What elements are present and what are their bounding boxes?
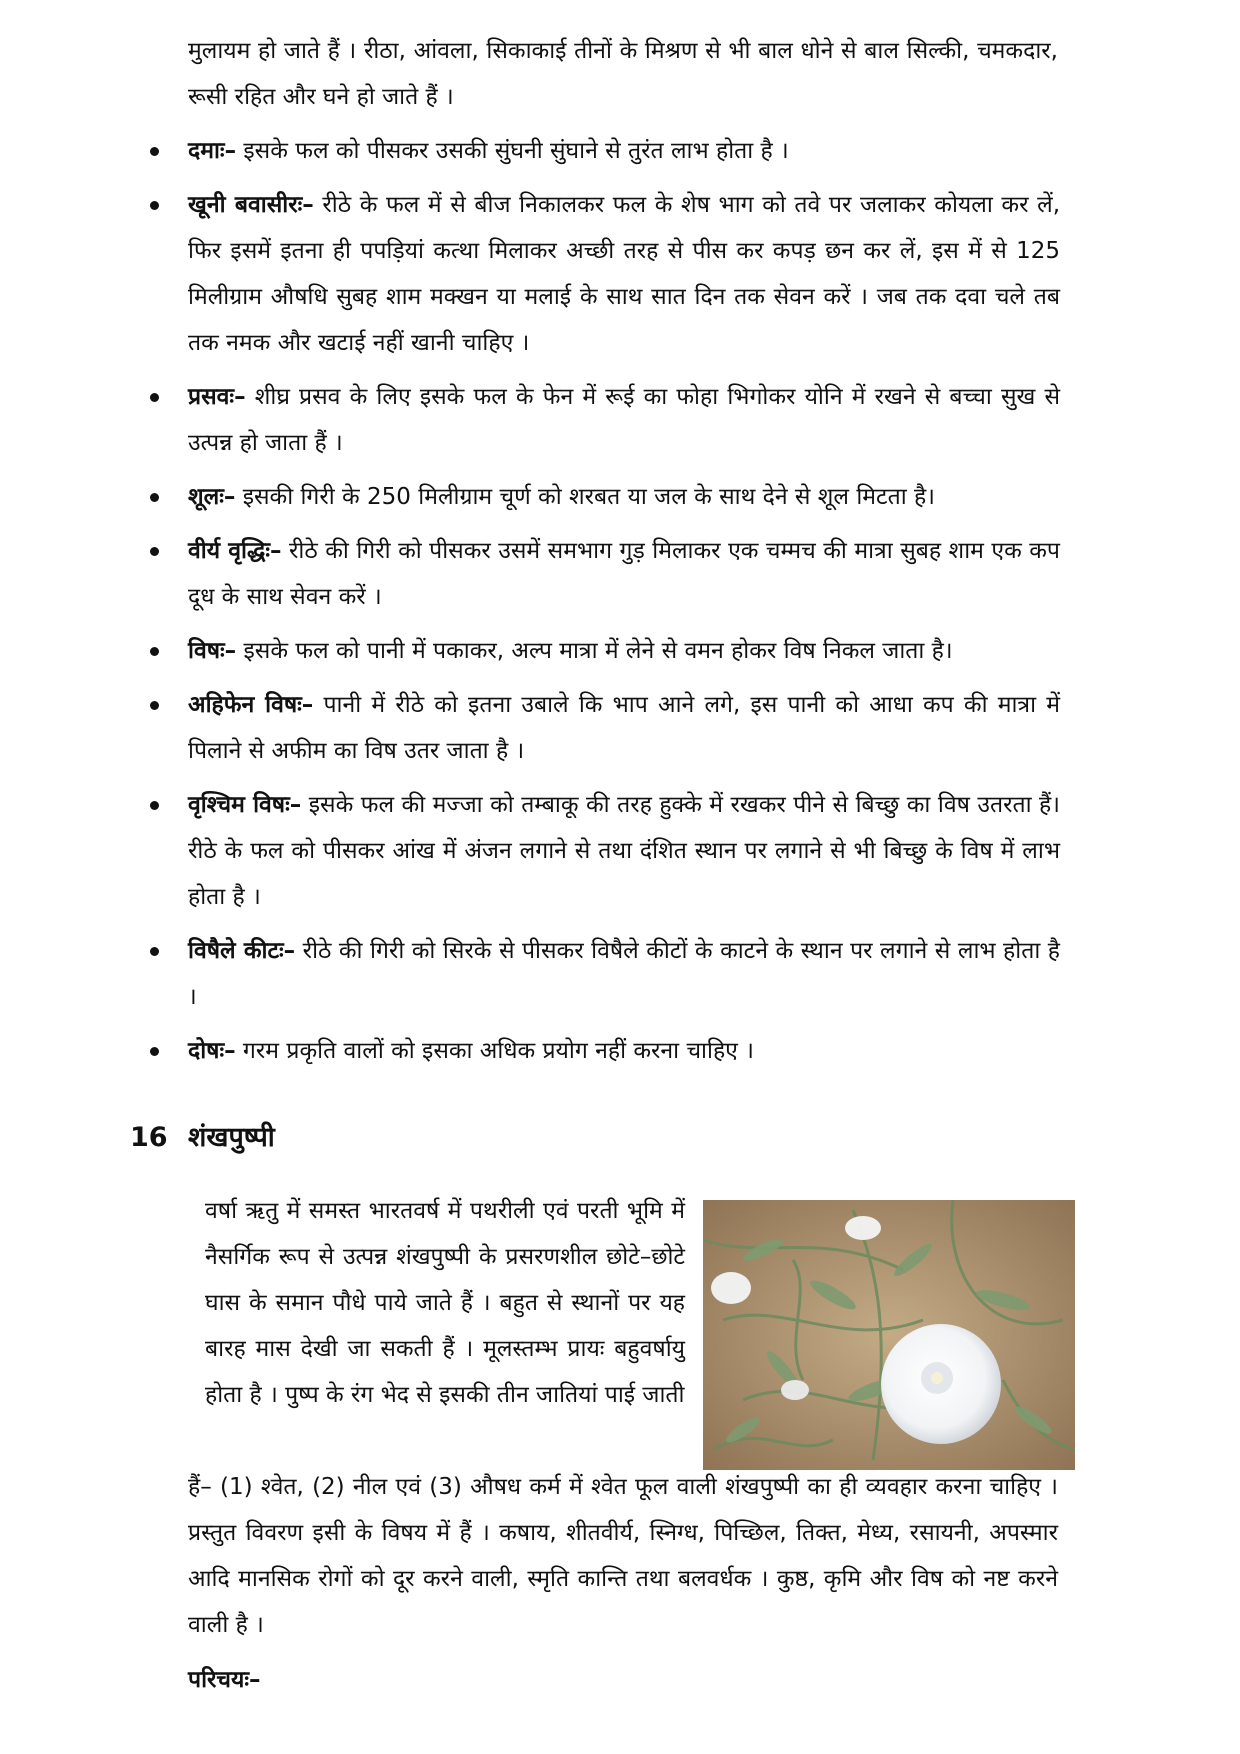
section-heading	[130, 1117, 275, 1154]
list-item	[150, 474, 1060, 520]
bullet-text: गरम प्रकृति वालों को इसका अधिक प्रयोग नहीं करना चाहिए ।	[235, 1038, 754, 1064]
list-item	[150, 682, 1060, 774]
bullet-dot-icon	[150, 493, 159, 502]
bullet-dot-icon	[150, 547, 159, 556]
bullet-list	[150, 128, 1060, 1082]
bullet-dot-icon	[150, 1047, 159, 1056]
list-item	[150, 628, 1060, 674]
bullet-dot-icon	[150, 701, 159, 710]
bullet-text: इसके फल को पानी में पकाकर, अल्प मात्रा में लेने से वमन होकर विष निकल जाता है।	[236, 638, 953, 664]
bullet-dot-icon	[150, 147, 159, 156]
bullet-term: दमाः–	[188, 138, 237, 164]
bullet-text: शीघ्र प्रसव के लिए इसके फल के फेन में रूई का फोहा भिगोकर योनि में रखने से बच्चा सुख से उत्पन्न हो जाता हैं ।	[188, 384, 1060, 456]
bullet-term: वीर्य वृद्धिः–	[188, 538, 282, 564]
bullet-dot-icon	[150, 801, 159, 810]
bullet-dot-icon	[150, 647, 159, 656]
list-item	[150, 528, 1060, 620]
bullet-term: अहिफेन विषः–	[188, 692, 314, 718]
bullet-term: खूनी बवासीरः–	[188, 192, 314, 218]
bullet-text: इसके फल को पीसकर उसकी सुंघनी सुंघाने से तुरंत लाभ होता है ।	[236, 138, 789, 164]
list-item	[150, 1028, 1060, 1074]
section-title: शंखपुष्पी	[188, 1122, 275, 1153]
bullet-text: रीठे के फल में से बीज निकालकर फल के शेष भाग को तवे पर जलाकर कोयला कर लें, फिर इसमें इतना ही पपड़ियां कत्था मिलाकर अच्छी तरह से पीस कर कपड़ छन कर लें, इस में से 125 मिलीग्राम औषधि सुबह शाम मक्खन या मलाई के साथ सात दिन तक सेवन करें । जब तक दवा चले तब तक नमक और खटाई नहीं खानी चाहिए ।	[188, 192, 1060, 356]
bullet-term: वृश्चिम विषः–	[188, 792, 302, 818]
bullet-term: शूलः–	[188, 484, 236, 510]
list-item	[150, 128, 1060, 174]
list-item	[150, 374, 1060, 466]
list-item	[150, 182, 1060, 366]
bullet-text: पानी में रीठे को इतना उबाले कि भाप आने लगे, इस पानी को आधा कप की मात्रा में पिलाने से अफीम का विष उतर जाता है ।	[188, 692, 1061, 764]
bullet-term: विषैले कीटः–	[188, 938, 296, 964]
intro-paragraph: वर्षा ऋतु में समस्त भारतवर्ष में पथरीली एवं परती भूमि में नैसर्गिक रूप से उत्पन्न शंखपुष्पी के प्रसरणशील छोटे–छोटे घास के समान पौधे पाये जाते हैं । बहुत से स्थानों पर यह बारह मास देखी जा सकती हैं । मूलस्तम्भ प्रायः बहुवर्षायु होता है । पुष्प के रंग भेद से इसकी तीन जातियां पाई जाती	[205, 1198, 685, 1408]
bullet-text: रीठे की गिरी को पीसकर उसमें समभाग गुड़ मिलाकर एक चम्मच की मात्रा सुबह शाम एक कप दूध के साथ सेवन करें ।	[188, 538, 1060, 610]
bullet-term: प्रसवः–	[188, 384, 246, 410]
bullet-dot-icon	[150, 393, 159, 402]
bullet-text: इसकी गिरी के 250 मिलीग्राम चूर्ण को शरबत या जल के साथ देने से शूल मिटता है।	[235, 484, 935, 510]
bullet-text: रीठे की गिरी को सिरके से पीसकर विषैले कीटों के काटने के स्थान पर लगाने से लाभ होता है ।	[188, 938, 1060, 1010]
bullet-dot-icon	[150, 201, 159, 210]
top-paragraph: मुलायम हो जाते हैं । रीठा, आंवला, सिकाकाई तीनों के मिश्रण से भी बाल धोने से बाल सिल्की, चमकदार, रूसी रहित और घने हो जाते हैं ।	[188, 38, 1058, 110]
list-item	[150, 928, 1060, 1020]
bullet-dot-icon	[150, 947, 159, 956]
subheading: परिचयः–	[188, 1667, 261, 1693]
bullet-text: इसके फल की मज्जा को तम्बाकू की तरह हुक्के में रखकर पीने से बिच्छु का विष उतरता हैं। रीठे के फल को पीसकर आंख में अंजन लगाने से तथा दंशित स्थान पर लगाने से भी बिच्छु के विष में लाभ होता है ।	[188, 792, 1060, 910]
intro-continued-paragraph: हैं– (1) श्वेत, (2) नील एवं (3) औषध कर्म में श्वेत फूल वाली शंखपुष्पी का ही व्यवहार करना चाहिए । प्रस्तुत विवरण इसी के विषय में हैं । कषाय, शीतवीर्य, स्निग्ध, पिच्छिल, तिक्त, मेध्य, रसायनी, अपस्मार आदि मानसिक रोगों को दूर करने वाली, स्मृति कान्ति तथा बलवर्धक । कुष्ठ, कृमि और विष को नष्ट करने वाली है ।	[188, 1474, 1058, 1638]
bullet-term: दोषः–	[188, 1038, 236, 1064]
list-item	[150, 782, 1060, 920]
bullet-term: विषः–	[188, 638, 237, 664]
section-number: 16	[130, 1122, 168, 1153]
white-flower-photo	[703, 1200, 1075, 1470]
